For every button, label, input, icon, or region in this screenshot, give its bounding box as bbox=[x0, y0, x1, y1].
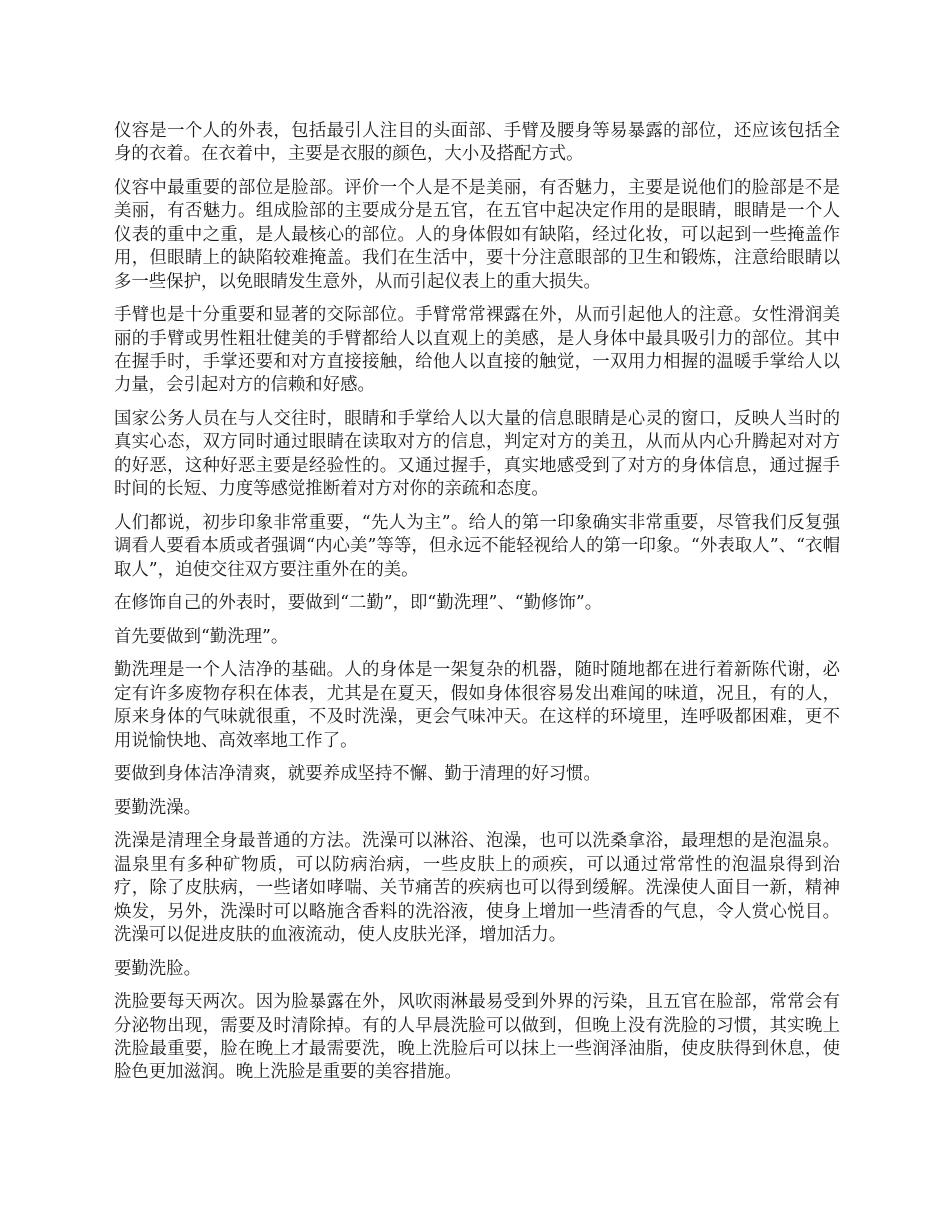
paragraph: 仪容是一个人的外表，包括最引人注目的头面部、手臂及腰身等易暴露的部位，还应该包括全身的衣着。在衣着中，主要是衣服的颜色，大小及搭配方式。 bbox=[114, 121, 840, 165]
paragraph: 勤洗理是一个人洁净的基础。人的身体是一架复杂的机器，随时随地都在进行着新陈代谢，必定有许多废物存积在体表，尤其是在夏天，假如身体很容易发出难闻的味道，况且，有的人，原来身体的气味就很重，不及时洗澡，更会气味冲天。在这样的环境里，连呼吸都困难，更不用说愉快地、高效率地工作了。 bbox=[114, 660, 840, 751]
paragraph: 仪容中最重要的部位是脸部。评价一个人是不是美丽，有否魅力，主要是说他们的脸部是不是美丽，有否魅力。组成脸部的主要成分是五官，在五官中起决定作用的是眼睛，眼睛是一个人仪表的重中之重，是人最核心的部位。人的身体假如有缺陷，经过化妆，可以起到一些掩盖作用，但眼睛上的缺陷较难掩盖。我们在生活中，要十分注意眼部的卫生和锻炼，注意给眼睛以多一些保护，以免眼睛发生意外，从而引起仪表上的重大损失。 bbox=[114, 178, 840, 292]
paragraph: 在修饰自己的外表时，要做到“二勤”，即“勤洗理”、“勤修饰”。 bbox=[114, 593, 603, 614]
document-body bbox=[114, 120, 840, 1095]
paragraph: 手臂也是十分重要和显著的交际部位。手臂常常裸露在外，从而引起他人的注意。女性滑润美丽的手臂或男性粗壮健美的手臂都给人以直观上的美感，是人身体中最具吸引力的部位。其中在握手时，手掌还要和对方直接接触，给他人以直接的触觉，一双用力相握的温暖手掌给人以力量，会引起对方的信赖和好感。 bbox=[114, 305, 840, 396]
paragraph: 国家公务人员在与人交往时，眼睛和手掌给人以大量的信息眼睛是心灵的窗口，反映人当时的真实心态，双方同时通过眼睛在读取对方的信息，判定对方的美丑，从而从内心升腾起对对方的好恶，这种好恶主要是经验性的。又通过握手，真实地感受到了对方的身体信息，通过握手时间的长短、力度等感觉推断着对方对你的亲疏和态度。 bbox=[114, 409, 840, 500]
paragraph: 洗澡是清理全身最普通的方法。洗澡可以淋浴、泡澡，也可以洗桑拿浴，最理想的是泡温泉。温泉里有多种矿物质，可以防病治病，一些皮肤上的顽疾，可以通过常常性的泡温泉得到治疗，除了皮肤病，一些诸如哮喘、关节痛苦的疾病也可以得到缓解。洗澡使人面目一新，精神焕发，另外，洗澡时可以略施含香料的洗浴液，使身上增加一些清香的气息，令人赏心悦目。洗澡可以促进皮肤的血液流动，使人皮肤光泽，增加活力。 bbox=[114, 831, 840, 946]
paragraph: 首先要做到“勤洗理”。 bbox=[114, 626, 289, 647]
paragraph: 要做到身体洁净清爽，就要养成坚持不懈、勤于清理的好习惯。 bbox=[114, 764, 601, 785]
paragraph: 洗脸要每天两次。因为脸暴露在外，风吹雨淋最易受到外界的污染，且五官在脸部，常常会有分泌物出现，需要及时清除掉。有的人早晨洗脸可以做到，但晚上没有洗脸的习惯，其实晚上洗脸最重要，脸在晚上才最需要洗，晚上洗脸后可以抹上一些润泽油脂，使皮肤得到休息，使脸色更加滋润。晚上洗脸是重要的美容措施。 bbox=[114, 992, 840, 1083]
paragraph: 要勤洗澡。 bbox=[114, 797, 201, 818]
paragraph: 人们都说，初步印象非常重要，“先人为主”。给人的第一印象确实非常重要，尽管我们反复强调看人要看本质或者强调“内心美”等等，但永远不能轻视给人的第一印象。“外表取人”、“衣帽取人”，迫使交往双方要注重外在的美。 bbox=[114, 512, 840, 580]
paragraph: 要勤洗脸。 bbox=[114, 958, 201, 979]
